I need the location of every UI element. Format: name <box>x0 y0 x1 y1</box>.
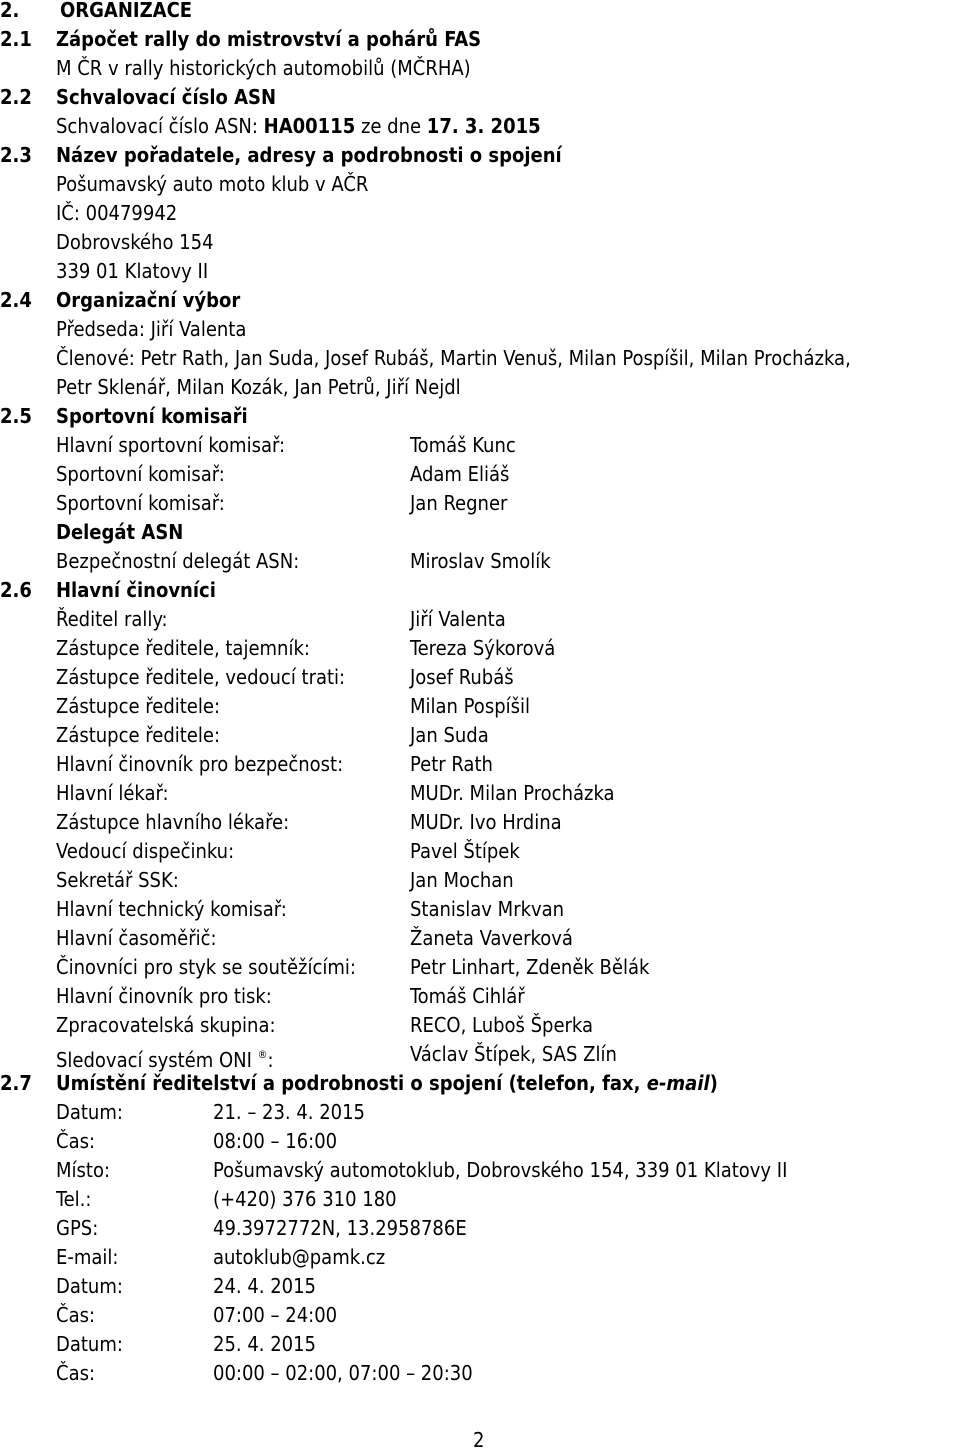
contact-value: 21. – 23. 4. 2015 <box>213 1100 365 1124</box>
contact-value: 49.3972772N, 13.2958786E <box>213 1216 467 1240</box>
role-label: Hlavní technický komisař: <box>56 897 287 921</box>
section-title: Zápočet rally do mistrovství a pohárů FAS <box>56 27 482 51</box>
role-label: Ředitel rally: <box>56 607 168 631</box>
approval-number-text <box>56 112 541 141</box>
section-number: 2.4 <box>0 288 32 312</box>
role-person: Tereza Sýkorová <box>410 636 556 660</box>
section-number: 2.5 <box>0 404 32 428</box>
role-label: Zástupce ředitele, vedoucí trati: <box>56 665 346 689</box>
role-label: Sportovní komisař: <box>56 491 225 515</box>
section-title <box>56 1069 718 1098</box>
organizer-name: Pošumavský auto moto klub v AČR <box>56 172 369 196</box>
section-number: 2.1 <box>0 27 32 51</box>
role-person: Petr Linhart, Zdeněk Bělák <box>410 955 650 979</box>
role-person: Václav Štípek, SAS Zlín <box>410 1042 617 1066</box>
contact-label: Čas: <box>56 1303 96 1327</box>
contact-label: Datum: <box>56 1274 123 1298</box>
approval-date: 17. 3. 2015 <box>426 114 541 138</box>
role-label: Zástupce hlavního lékaře: <box>56 810 290 834</box>
role-person: Jan Mochan <box>410 868 514 892</box>
section-number: 2.6 <box>0 578 32 602</box>
oni-label-text: Sledovací systém ONI <box>56 1048 252 1072</box>
contact-label: Tel.: <box>56 1187 92 1211</box>
contact-label: Čas: <box>56 1129 96 1153</box>
role-label: Hlavní časoměřič: <box>56 926 217 950</box>
committee-chair: Předseda: Jiří Valenta <box>56 317 247 341</box>
section-title: Název pořadatele, adresy a podrobnosti o spojení <box>56 143 562 167</box>
registered-mark: ® <box>257 1048 268 1061</box>
role-label: Zástupce ředitele: <box>56 694 221 718</box>
section-title: Schvalovací číslo ASN <box>56 85 277 109</box>
role-label: Sportovní komisař: <box>56 462 225 486</box>
role-person: Jan Regner <box>410 491 508 515</box>
contact-value: (+420) 376 310 180 <box>213 1187 397 1211</box>
section-number: 2.2 <box>0 85 32 109</box>
role-person: Josef Rubáš <box>410 665 514 689</box>
role-person: MUDr. Ivo Hrdina <box>410 810 562 834</box>
approval-mid: ze dne <box>355 114 427 138</box>
role-person: Stanislav Mrkvan <box>410 897 565 921</box>
section-title: ORGANIZACE <box>60 0 193 22</box>
role-label: Zástupce ředitele, tajemník: <box>56 636 310 660</box>
role-label: Hlavní činovník pro bezpečnost: <box>56 752 344 776</box>
oni-colon: : <box>267 1048 274 1072</box>
section-number: 2. <box>0 0 20 22</box>
role-person: MUDr. Milan Procházka <box>410 781 615 805</box>
title-prefix: Umístění ředitelství a podrobnosti o spojení (telefon, fax, <box>56 1071 647 1095</box>
championship-text: M ČR v rally historických automobilů (MČRHA) <box>56 56 471 80</box>
contact-label: Čas: <box>56 1361 96 1385</box>
section-title: Sportovní komisaři <box>56 404 248 428</box>
role-label: Hlavní činovník pro tisk: <box>56 984 272 1008</box>
delegate-heading: Delegát ASN <box>56 520 184 544</box>
contact-value: Pošumavský automotoklub, Dobrovského 154, 339 01 Klatovy II <box>213 1158 788 1182</box>
role-label: Hlavní lékař: <box>56 781 169 805</box>
title-italic: e-mail <box>646 1071 710 1095</box>
approval-number: HA00115 <box>263 114 356 138</box>
role-person: Jiří Valenta <box>410 607 506 631</box>
role-person: RECO, Luboš Šperka <box>410 1013 594 1037</box>
approval-prefix: Schvalovací číslo ASN: <box>56 114 264 138</box>
contact-label: E-mail: <box>56 1245 119 1269</box>
contact-value: autoklub@pamk.cz <box>213 1245 386 1269</box>
section-number: 2.7 <box>0 1071 32 1095</box>
committee-members-cont: Petr Sklenář, Milan Kozák, Jan Petrů, Jiří Nejdl <box>56 375 461 399</box>
contact-label: Datum: <box>56 1332 123 1356</box>
role-label: Zpracovatelská skupina: <box>56 1013 276 1037</box>
section-title: Hlavní činovníci <box>56 578 216 602</box>
role-person: Jan Suda <box>410 723 489 747</box>
section-number: 2.3 <box>0 143 32 167</box>
role-person: Pavel Štípek <box>410 839 520 863</box>
organizer-street: Dobrovského 154 <box>56 230 214 254</box>
role-label: Bezpečnostní delegát ASN: <box>56 549 300 573</box>
role-label: Hlavní sportovní komisař: <box>56 433 286 457</box>
role-person: Petr Rath <box>410 752 493 776</box>
committee-members: Členové: Petr Rath, Jan Suda, Josef Rubáš, Martin Venuš, Milan Pospíšil, Milan Procházka, <box>56 346 851 370</box>
contact-value: 24. 4. 2015 <box>213 1274 316 1298</box>
role-label: Sekretář SSK: <box>56 868 179 892</box>
role-person: Miroslav Smolík <box>410 549 551 573</box>
contact-value: 25. 4. 2015 <box>213 1332 316 1356</box>
role-label: Vedoucí dispečinku: <box>56 839 235 863</box>
role-label: Činovníci pro styk se soutěžícími: <box>56 955 356 979</box>
role-person: Tomáš Cihlář <box>410 984 525 1008</box>
role-person: Milan Pospíšil <box>410 694 530 718</box>
contact-label: Datum: <box>56 1100 123 1124</box>
page-number: 2 <box>473 1428 485 1452</box>
title-suffix: ) <box>709 1071 718 1095</box>
contact-value: 07:00 – 24:00 <box>213 1303 338 1327</box>
role-person: Žaneta Vaverková <box>410 926 573 950</box>
contact-label: Místo: <box>56 1158 111 1182</box>
role-person: Adam Eliáš <box>410 462 510 486</box>
organizer-city: 339 01 Klatovy II <box>56 259 209 283</box>
role-person: Tomáš Kunc <box>410 433 516 457</box>
contact-label: GPS: <box>56 1216 99 1240</box>
role-label: Zástupce ředitele: <box>56 723 221 747</box>
contact-value: 08:00 – 16:00 <box>213 1129 338 1153</box>
organizer-id: IČ: 00479942 <box>56 201 178 225</box>
section-title: Organizační výbor <box>56 288 241 312</box>
contact-value: 00:00 – 02:00, 07:00 – 20:30 <box>213 1361 473 1385</box>
